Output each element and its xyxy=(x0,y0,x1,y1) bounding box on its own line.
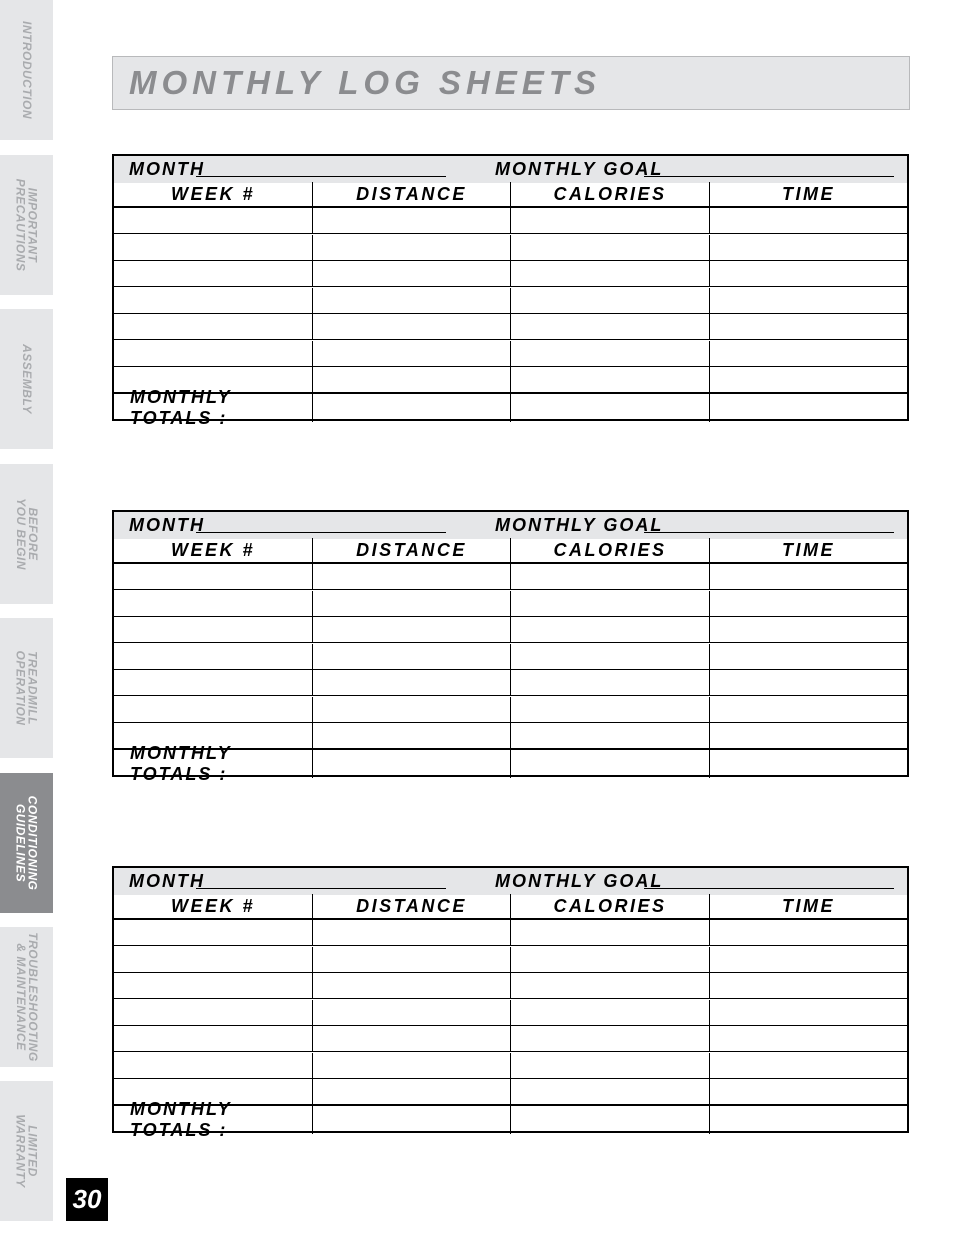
entry-cell[interactable] xyxy=(710,723,907,749)
log-grid xyxy=(114,182,907,428)
tab-introduction[interactable] xyxy=(0,0,53,140)
tab-label: INTRODUCTION xyxy=(19,21,34,119)
table-row xyxy=(114,697,907,723)
column-header-label: TIME xyxy=(782,539,835,560)
total-calories-cell[interactable] xyxy=(511,1106,710,1134)
column-header-row xyxy=(114,894,907,920)
entry-cell[interactable] xyxy=(313,1000,511,1026)
total-calories-cell[interactable] xyxy=(511,394,710,422)
total-calories-cell[interactable] xyxy=(511,750,710,778)
column-header-label: DISTANCE xyxy=(356,183,467,204)
calories-header xyxy=(511,538,710,564)
table-row xyxy=(114,314,907,340)
page-number: 30 xyxy=(66,1178,108,1221)
week-header xyxy=(114,538,313,564)
table-row xyxy=(114,617,907,643)
goal-fill-line[interactable] xyxy=(644,532,894,533)
column-header-label: WEEK # xyxy=(170,895,255,916)
table-row xyxy=(114,591,907,617)
entry-cell[interactable] xyxy=(114,617,313,643)
total-distance-cell[interactable] xyxy=(313,750,511,778)
week-header xyxy=(114,894,313,920)
entry-cell[interactable] xyxy=(511,208,710,234)
month-goal-band xyxy=(114,868,907,895)
entry-cell[interactable] xyxy=(313,1079,511,1105)
tab-label: CONDITIONING GUIDELINES xyxy=(13,795,40,891)
entry-cell[interactable] xyxy=(114,341,313,367)
entry-cell[interactable] xyxy=(114,1053,313,1079)
month-goal-band xyxy=(114,156,907,183)
entry-cell[interactable] xyxy=(710,1053,907,1079)
table-row xyxy=(114,1026,907,1052)
month-fill-line[interactable] xyxy=(196,888,446,889)
entry-cell[interactable] xyxy=(313,973,511,999)
entry-cell[interactable] xyxy=(114,1026,313,1052)
tab-label: LIMITED WARRANTY xyxy=(13,1114,40,1188)
entry-cell[interactable] xyxy=(710,235,907,261)
tab-important-precautions[interactable] xyxy=(0,155,53,295)
tab-label: BEFORE YOU BEGIN xyxy=(13,498,40,570)
tab-before-you-begin[interactable] xyxy=(0,464,53,604)
entry-cell[interactable] xyxy=(511,644,710,670)
time-header xyxy=(710,538,907,564)
entry-cell[interactable] xyxy=(511,670,710,696)
entry-cell[interactable] xyxy=(710,1079,907,1105)
entry-cell[interactable] xyxy=(313,341,511,367)
tab-label: TROUBLESHOOTING & MAINTENANCE xyxy=(13,932,40,1062)
entry-cell[interactable] xyxy=(710,670,907,696)
log-sheet-2 xyxy=(112,510,909,784)
entry-cell[interactable] xyxy=(511,261,710,287)
log-grid xyxy=(114,894,907,1140)
entry-cell[interactable] xyxy=(313,723,511,749)
column-header-row xyxy=(114,538,907,564)
entry-cell[interactable] xyxy=(313,697,511,723)
table-row xyxy=(114,670,907,696)
table-row xyxy=(114,288,907,314)
entry-cell[interactable] xyxy=(313,920,511,946)
entry-cell[interactable] xyxy=(313,591,511,617)
table-row xyxy=(114,920,907,946)
entry-cell[interactable] xyxy=(511,564,710,590)
entry-cell[interactable] xyxy=(114,1000,313,1026)
entry-cell[interactable] xyxy=(313,617,511,643)
total-time-cell[interactable] xyxy=(710,394,907,422)
week-header xyxy=(114,182,313,208)
month-label: MONTH xyxy=(129,871,205,891)
entry-cell[interactable] xyxy=(114,208,313,234)
entry-cell[interactable] xyxy=(511,723,710,749)
entry-cell[interactable] xyxy=(710,208,907,234)
table-row xyxy=(114,973,907,999)
entry-cell[interactable] xyxy=(114,564,313,590)
month-goal-band xyxy=(114,512,907,539)
month-fill-line[interactable] xyxy=(196,176,446,177)
log-sheet-1 xyxy=(112,154,909,428)
entry-cell[interactable] xyxy=(511,1053,710,1079)
table-row xyxy=(114,564,907,590)
total-time-cell[interactable] xyxy=(710,1106,907,1134)
entry-cell[interactable] xyxy=(313,1053,511,1079)
entry-cell[interactable] xyxy=(313,261,511,287)
column-header-label: TIME xyxy=(782,895,835,916)
entry-cell[interactable] xyxy=(710,697,907,723)
totals-row xyxy=(114,387,907,428)
entry-cell[interactable] xyxy=(710,644,907,670)
entry-cell[interactable] xyxy=(114,644,313,670)
month-label: MONTH xyxy=(129,159,205,179)
entry-cell[interactable] xyxy=(313,208,511,234)
table-row xyxy=(114,341,907,367)
calories-header xyxy=(511,894,710,920)
entry-cell[interactable] xyxy=(511,1026,710,1052)
entry-cell[interactable] xyxy=(313,947,511,973)
entry-cell[interactable] xyxy=(511,617,710,643)
entry-cell[interactable] xyxy=(511,697,710,723)
table-row xyxy=(114,1000,907,1026)
goal-fill-line[interactable] xyxy=(644,176,894,177)
table-row xyxy=(114,261,907,287)
log-sheet-3 xyxy=(112,866,909,1140)
entry-cell[interactable] xyxy=(114,288,313,314)
entry-cell[interactable] xyxy=(114,235,313,261)
distance-header xyxy=(313,894,511,920)
entry-cell[interactable] xyxy=(710,288,907,314)
entry-cell[interactable] xyxy=(313,235,511,261)
log-grid xyxy=(114,538,907,784)
entry-cell[interactable] xyxy=(313,1026,511,1052)
column-header-label: CALORIES xyxy=(553,895,667,916)
tab-assembly[interactable] xyxy=(0,309,53,449)
entry-cell[interactable] xyxy=(710,591,907,617)
time-header xyxy=(710,182,907,208)
month-label: MONTH xyxy=(129,515,205,535)
distance-header xyxy=(313,182,511,208)
entry-cell[interactable] xyxy=(313,644,511,670)
tab-limited-warranty[interactable] xyxy=(0,1081,53,1221)
table-row xyxy=(114,1053,907,1079)
monthly-goal-label: MONTHLY GOAL xyxy=(495,871,664,891)
entry-cell[interactable] xyxy=(114,697,313,723)
distance-header xyxy=(313,538,511,564)
entry-cell[interactable] xyxy=(511,1000,710,1026)
column-header-label: CALORIES xyxy=(553,183,667,204)
table-row xyxy=(114,208,907,234)
totals-label: MONTHLY TOTALS : xyxy=(114,750,313,778)
monthly-goal-label: MONTHLY GOAL xyxy=(495,159,664,179)
tab-label: ASSEMBLY xyxy=(19,344,34,414)
entry-cell[interactable] xyxy=(114,920,313,946)
column-header-label: DISTANCE xyxy=(356,539,467,560)
total-distance-cell[interactable] xyxy=(313,394,511,422)
entry-cell[interactable] xyxy=(511,367,710,393)
entry-cell[interactable] xyxy=(710,341,907,367)
entry-cell[interactable] xyxy=(710,261,907,287)
total-time-cell[interactable] xyxy=(710,750,907,778)
entry-cell[interactable] xyxy=(511,947,710,973)
entry-cell[interactable] xyxy=(710,973,907,999)
entry-cell[interactable] xyxy=(313,314,511,340)
totals-row xyxy=(114,1099,907,1140)
table-row xyxy=(114,644,907,670)
tab-treadmill-operation[interactable] xyxy=(0,618,53,758)
entry-cell[interactable] xyxy=(114,947,313,973)
page-title: MONTHLY LOG SHEETS xyxy=(129,64,601,101)
entry-cell[interactable] xyxy=(710,617,907,643)
column-header-label: TIME xyxy=(782,183,835,204)
column-header-label: CALORIES xyxy=(553,539,667,560)
tab-troubleshooting-maintenance[interactable] xyxy=(0,927,53,1067)
entry-cell[interactable] xyxy=(710,564,907,590)
entry-cell[interactable] xyxy=(511,973,710,999)
totals-label: MONTHLY TOTALS : xyxy=(114,1106,313,1134)
entry-cell[interactable] xyxy=(710,1026,907,1052)
entry-cell[interactable] xyxy=(511,314,710,340)
entry-cell[interactable] xyxy=(114,261,313,287)
entry-cell[interactable] xyxy=(313,564,511,590)
title-banner xyxy=(112,56,910,110)
column-header-label: DISTANCE xyxy=(356,895,467,916)
entry-cell[interactable] xyxy=(313,367,511,393)
entry-cell[interactable] xyxy=(114,670,313,696)
tab-conditioning-guidelines[interactable] xyxy=(0,773,53,913)
entry-cell[interactable] xyxy=(114,591,313,617)
entry-cell[interactable] xyxy=(511,288,710,314)
entry-cell[interactable] xyxy=(511,591,710,617)
entry-cell[interactable] xyxy=(511,920,710,946)
column-header-label: WEEK # xyxy=(170,183,255,204)
entry-cell[interactable] xyxy=(511,1079,710,1105)
entry-cell[interactable] xyxy=(313,288,511,314)
entry-cell[interactable] xyxy=(710,1000,907,1026)
totals-label: MONTHLY TOTALS : xyxy=(114,394,313,422)
column-header-label: WEEK # xyxy=(170,539,255,560)
tab-label: TREADMILL OPERATION xyxy=(13,650,40,726)
entry-cell[interactable] xyxy=(114,314,313,340)
table-row xyxy=(114,947,907,973)
entry-cell[interactable] xyxy=(511,341,710,367)
calories-header xyxy=(511,182,710,208)
entry-cell[interactable] xyxy=(511,235,710,261)
totals-row xyxy=(114,743,907,784)
entry-cell[interactable] xyxy=(313,670,511,696)
column-header-row xyxy=(114,182,907,208)
tab-label: IMPORTANT PRECAUTIONS xyxy=(13,178,40,272)
entry-cell[interactable] xyxy=(114,973,313,999)
monthly-goal-label: MONTHLY GOAL xyxy=(495,515,664,535)
table-row xyxy=(114,235,907,261)
entry-cell[interactable] xyxy=(710,314,907,340)
entry-cell[interactable] xyxy=(710,367,907,393)
entry-cell[interactable] xyxy=(710,920,907,946)
total-distance-cell[interactable] xyxy=(313,1106,511,1134)
entry-cell[interactable] xyxy=(710,947,907,973)
goal-fill-line[interactable] xyxy=(644,888,894,889)
time-header xyxy=(710,894,907,920)
month-fill-line[interactable] xyxy=(196,532,446,533)
